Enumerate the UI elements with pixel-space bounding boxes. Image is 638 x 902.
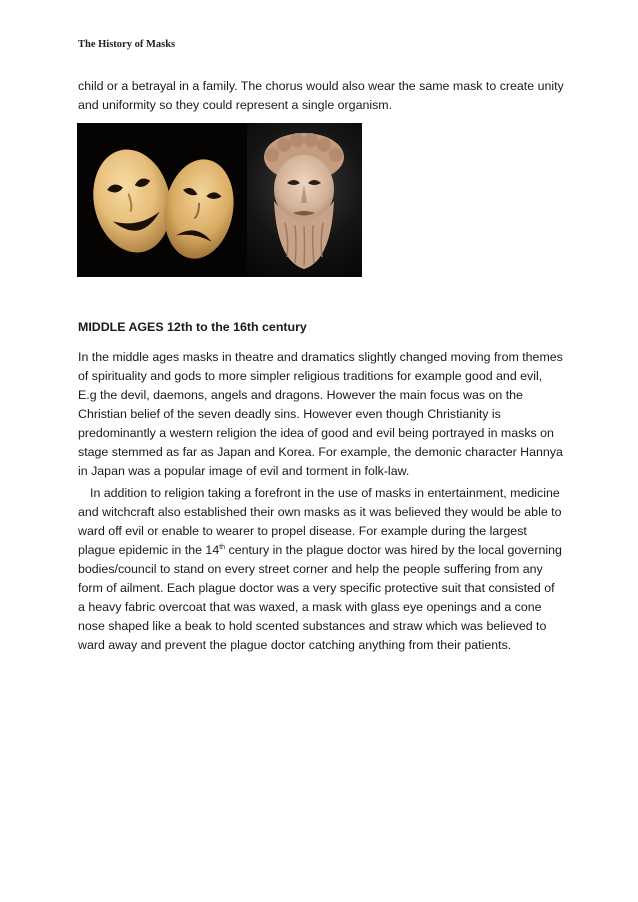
comedy-tragedy-masks-image: [77, 123, 247, 277]
medicine-paragraph: [78, 484, 564, 655]
medicine-text-start: In addition to religion taking a forefront in the use of masks in entertainment, medicine and witchcraft also established their own masks as it was believed they would be able to ward off evil or enable to wearer to propel disease. For example during the largest plague epidemic in the 14: [78, 486, 562, 557]
medicine-text-end: century in the plague doctor was hired by the local governing bodies/council to stand on every street corner and help the people suffering from any form of ailment. Each plague doctor was a very specific protective suit that consisted of a heavy fabric overcoat that was waxed, a mask with glass eye openings and a cone nose shaped like a beak to hold scented substances and straw which was believed to ward away and prevent the plague doctor catching anything from their patients.: [78, 543, 562, 652]
ordinal-suffix: th: [219, 543, 226, 551]
section-heading: MIDDLE AGES 12th to the 16th century: [78, 320, 307, 334]
masks-photo: [77, 123, 362, 277]
running-header: The History of Masks: [78, 39, 176, 50]
tragedy-mask: [157, 154, 241, 264]
middle-ages-paragraph: In the middle ages masks in theatre and dramatics slightly changed moving from themes of spirituality and gods to more simpler religious traditions for example good and evil, E.g the devil, daemons, angels and dragons. However the main focus was on the Christian belief of the seven deadly sins. However even though Christianity is predominantly a western religion the idea of good and evil being portrayed in masks on stage stemmed as far as Japan and Korea. For example, the demonic character Hannya in Japan was a popular image of evil and torment in folk-law.: [78, 350, 563, 478]
intro-paragraph: child or a betrayal in a family. The chorus would also wear the same mask to create unity and uniformity so they could represent a single organism.: [78, 79, 564, 112]
bearded-classical-mask-image: [247, 123, 362, 277]
comedy-mask: [84, 142, 180, 260]
bearded-mask: [264, 133, 344, 269]
